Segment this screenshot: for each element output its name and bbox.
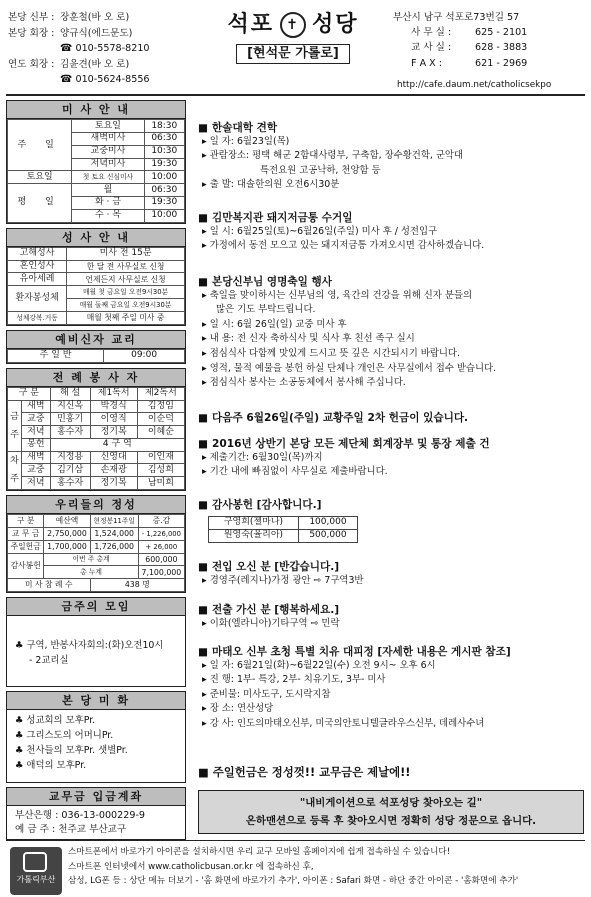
mass-time: 19:30 bbox=[144, 196, 184, 209]
table-cell: 정기복 bbox=[90, 477, 137, 490]
table-cell: 저녁 bbox=[22, 426, 51, 439]
notice-feastday bbox=[198, 276, 584, 391]
notice-accounting bbox=[198, 438, 584, 480]
mass-time: 10:00 bbox=[144, 209, 184, 222]
table-cell: 민홍기 bbox=[50, 413, 90, 426]
mass-time: 06:30 bbox=[144, 184, 184, 197]
table-cell: 새벽 bbox=[22, 451, 51, 464]
sacrament-title: 성 사 안 내 bbox=[7, 229, 185, 247]
sacrament-info: 미사 전 15분 bbox=[67, 247, 185, 260]
table-cell: 홍수자 bbox=[50, 477, 90, 490]
meeting-title: 금주의 모임 bbox=[7, 598, 185, 616]
logo-text: 가톨릭부산 bbox=[16, 875, 56, 884]
header-divider bbox=[6, 94, 585, 96]
table-cell: 총 누계 bbox=[44, 566, 138, 579]
mass-name: 첫 토요 신심미사 bbox=[72, 171, 144, 184]
pastor-label: 본당 신부 : bbox=[8, 12, 55, 23]
notice-line: ▸ 장 소: 연산성당 bbox=[198, 702, 584, 717]
mass-time: 19:30 bbox=[144, 158, 184, 171]
mass-time: 18:30 bbox=[144, 120, 184, 133]
table-cell: 1,726,000 bbox=[90, 540, 138, 553]
notice-title: ■ 다음주 6월26일(주일) 교황주일 2차 헌금이 있습니다. bbox=[198, 412, 584, 425]
pastor-name: 장훈철(바 오 로) bbox=[60, 12, 130, 23]
mass-name: 교중미사 bbox=[72, 145, 144, 158]
notice-line: ▸ 점심식사 다함께 맛있게 드시고 뜻 깊은 시간되시기 바랍니다. bbox=[198, 347, 584, 362]
notice-line: ▸ 이화(엘라니아)기타구역 ⇨ 민락 bbox=[198, 617, 584, 632]
mass-name: 월 bbox=[72, 184, 144, 197]
church-name-part2: 성당 bbox=[312, 12, 359, 37]
navigation-guide bbox=[198, 790, 584, 834]
this-week-label: 금 주 bbox=[8, 400, 22, 451]
footer-line[interactable]: 스마트폰 인터넷에서 www.catholicbusan.or.kr 에 접속하신 후, bbox=[68, 861, 314, 872]
patron-saint: [현석문 가롤로] bbox=[236, 44, 350, 64]
notice-line: ▸ 일 자: 6월23일(목) bbox=[198, 135, 584, 150]
cafe-url[interactable]: http://cafe.daum.net/catholicsekpo bbox=[397, 80, 552, 90]
fax-number: 621 - 2969 bbox=[475, 57, 528, 69]
column-header: 현정봉11주일 bbox=[90, 515, 138, 528]
catechumen-class bbox=[6, 330, 186, 364]
column-header: 구 분 bbox=[8, 387, 51, 400]
table-cell: 구영희(젤마나) bbox=[209, 516, 299, 529]
left-column bbox=[6, 100, 186, 844]
notice-title: ■ 김만복지관 돼지저금통 수거일 bbox=[198, 212, 584, 225]
sacrament-info: 언제든지 사무실로 신청 bbox=[67, 273, 185, 286]
table-cell: 이인재 bbox=[137, 451, 184, 464]
table-cell: 김성희 bbox=[137, 464, 184, 477]
table-cell: 2,750,000 bbox=[44, 528, 90, 541]
offering-table bbox=[7, 514, 185, 592]
notice-line: ▸ 강 사: 인도의마태오신부, 미국의안토니텔글라우스신부, 데레사수녀 bbox=[198, 717, 584, 732]
president-name: 양규식(에드문도) bbox=[60, 27, 133, 39]
sacrament-name: 혼인성사 bbox=[8, 260, 67, 273]
church-emblem-icon: ✝ bbox=[280, 12, 306, 38]
yeondo-label: 연도 회장 : bbox=[8, 58, 55, 70]
table-cell: + 26,000 bbox=[138, 540, 184, 553]
mass-time: 10:30 bbox=[144, 145, 184, 158]
meeting-item: ♣ 구역, 반봉사자회의:(화)오전10시 bbox=[15, 640, 164, 652]
sunday-label: 주 일 bbox=[8, 120, 72, 171]
notice-line: 특전요원 고공낙하, 천앙함 등 bbox=[260, 164, 381, 176]
notice-title: ■ 2016년 상반기 본당 모든 제단체 회계장부 및 통장 제출 건 bbox=[198, 438, 584, 451]
fax-label: F A X : bbox=[411, 57, 443, 69]
notice-line: ▸ 가정에서 동전 모으고 있는 돼지저금통 가져오시면 감사하겠습니다. bbox=[198, 239, 584, 254]
mass-table bbox=[7, 119, 185, 222]
table-cell: 남미희 bbox=[137, 477, 184, 490]
sacrament-info: 매월 둘째 금요일 오전9시30분 bbox=[67, 298, 185, 311]
sacrament-table bbox=[7, 247, 185, 325]
table-cell: 저녁 bbox=[22, 477, 51, 490]
table-cell: 지신옥 bbox=[50, 400, 90, 413]
table-cell: 이번 주 총계 bbox=[44, 553, 138, 566]
legion-item: ♣ 성교회의 모후Pr. bbox=[15, 715, 96, 727]
column-header: 제1독서 bbox=[90, 387, 137, 400]
table-cell: 4 구 역 bbox=[50, 438, 184, 451]
sacrament-name: 환자봉성체 bbox=[8, 286, 67, 312]
table-cell: 홍수자 bbox=[50, 426, 90, 439]
mass-name: 토요일 bbox=[72, 120, 144, 133]
pastor-info bbox=[8, 10, 198, 88]
notice-title: ■ 전출 가신 분 [행복하세요.] bbox=[198, 604, 584, 617]
servers-table bbox=[7, 387, 185, 490]
catechumen-time: 09:00 bbox=[104, 349, 185, 362]
table-cell: 교중 bbox=[22, 413, 51, 426]
navi-text: 온하맨션으로 등록 후 찾아오시면 정확히 성당 정문으로 옵니다. bbox=[245, 815, 537, 827]
attendance-label: 미 사 참 례 수 bbox=[8, 579, 91, 592]
office-label: 사 무 실 : bbox=[411, 27, 452, 39]
notice-line: ▸ 점심식사 봉사는 소공동체에서 봉사해 주십니다. bbox=[198, 376, 584, 391]
president-label: 본당 회장 : bbox=[8, 27, 55, 39]
table-cell: 500,000 bbox=[298, 529, 357, 542]
notice-move-out bbox=[198, 604, 584, 631]
table-cell: 새벽 bbox=[22, 400, 51, 413]
table-cell: 600,000 bbox=[138, 553, 184, 566]
account-number: 부산은행 : 036-13-000229-9 bbox=[15, 810, 146, 822]
table-cell: 손재광 bbox=[90, 464, 137, 477]
legion-item: ♣ 천사들의 모후Pr. 샛별Pr. bbox=[15, 745, 128, 757]
liturgy-servers bbox=[6, 368, 186, 492]
table-cell: 7,100,000 bbox=[138, 566, 184, 579]
notice-line: ▸ 경영주(레지나)가정 광안 ⇨ 7구역3반 bbox=[198, 574, 584, 589]
catechumen-day: 주 일 반 bbox=[8, 349, 104, 362]
notice-line: ▸ 일 시: 6월25일(토)~6월26일(주일) 미사 후 / 성전입구 bbox=[198, 225, 584, 240]
president-phone: ☎ 010-5578-8210 bbox=[8, 41, 198, 57]
footer-line: 삼성, LG폰 등 : 상단 메뉴 더보기 - '홈 화면에 바로가기 추가', 아이폰 : Safari 화면 - 하단 중간 아이콘 - '홈화면에 추가' bbox=[68, 876, 519, 886]
table-cell: 교중 bbox=[22, 464, 51, 477]
table-cell: 1,524,000 bbox=[90, 528, 138, 541]
table-cell: 교 무 금 bbox=[8, 528, 44, 541]
column-header: 예산액 bbox=[44, 515, 90, 528]
notice-line: ▸ 제출기간: 6월30일(목)까지 bbox=[198, 451, 584, 466]
notice-title: ■ 한솔대학 견학 bbox=[198, 122, 584, 135]
table-cell: 주일헌금 bbox=[8, 540, 44, 553]
mass-schedule bbox=[6, 100, 186, 224]
account-holder: 예 금 주 : 천주교 부산교구 bbox=[15, 823, 127, 835]
notice-line: ▸ 일 자: 6월21일(화)~6월22일(수) 오전 9시~ 오후 6시 bbox=[198, 659, 584, 674]
office-phone: 625 - 2101 bbox=[475, 27, 528, 39]
notice-retreat bbox=[198, 646, 584, 732]
table-cell: 이영직 bbox=[90, 413, 137, 426]
mass-name: 수 · 목 bbox=[72, 209, 144, 222]
mass-name: 저녁미사 bbox=[72, 158, 144, 171]
mass-time: 06:30 bbox=[144, 132, 184, 145]
table-cell: 김정임 bbox=[137, 400, 184, 413]
notice-line: ▸ 출 발: 대솔한의원 오전6시30분 bbox=[198, 178, 584, 193]
notice-line: ▸ 내 용: 전 신자 축하식사 및 식사 후 친선 족구 실시 bbox=[198, 332, 584, 347]
column-header: 구 분 bbox=[8, 515, 44, 528]
column-header: 증.감 bbox=[138, 515, 184, 528]
notice-line: 많은 기도 부탁드립니다. bbox=[216, 304, 316, 316]
notice-second-collection bbox=[198, 412, 584, 425]
meeting-item: - 2교리실 bbox=[29, 655, 69, 667]
navi-title: "내비게이션으로 석포성당 찾아오는 길" bbox=[299, 797, 483, 809]
notice-line: ▸ 준비물: 미사도구, 도시락지참 bbox=[198, 688, 584, 703]
table-cell: 정기복 bbox=[90, 426, 137, 439]
notice-offering-reminder bbox=[198, 766, 584, 780]
mass-name: 화 · 금 bbox=[72, 196, 144, 209]
notice-title: ■ 주일헌금은 정성껏!! 교무금은 제날에!! bbox=[198, 766, 584, 780]
contact-info bbox=[393, 10, 587, 71]
sacrament-info: 매월 첫째 주일 미사 중 bbox=[67, 311, 185, 324]
mass-time: 10:00 bbox=[144, 171, 184, 184]
table-cell: 1,700,000 bbox=[44, 540, 90, 553]
teacher-phone: 628 - 3883 bbox=[475, 42, 528, 54]
notice-line: ▸ 진 행: 1부- 특강, 2부- 치유기도, 3부- 미사 bbox=[198, 673, 584, 688]
notice-title: ■ 본당신부님 영명축일 행사 bbox=[198, 276, 584, 289]
table-cell: 원영숙(율리아) bbox=[209, 529, 299, 542]
table-cell: 신영대 bbox=[90, 451, 137, 464]
table-cell: 지정용 bbox=[50, 451, 90, 464]
offering-title: 우리들의 정성 bbox=[7, 496, 185, 514]
notice-move-in bbox=[198, 561, 584, 588]
catholic-busan-logo bbox=[10, 847, 62, 895]
table-cell: 김기삼 bbox=[50, 464, 90, 477]
smartphone-icon bbox=[23, 852, 47, 872]
sacrament-guide bbox=[6, 228, 186, 326]
sacrament-name: 고해성사 bbox=[8, 247, 67, 260]
servers-title: 전 례 봉 사 자 bbox=[7, 369, 185, 387]
thanks-table bbox=[208, 516, 358, 543]
notice-title: ■ 감사봉헌 [감사합니다.] bbox=[198, 499, 584, 512]
weekday-label: 평 일 bbox=[8, 184, 72, 222]
notice-hansol bbox=[198, 122, 584, 193]
mass-name: 새벽미사 bbox=[72, 132, 144, 145]
legion-groups bbox=[6, 691, 186, 783]
offering-summary bbox=[6, 495, 186, 593]
memorial-title: 본 당 미 화 bbox=[7, 692, 185, 710]
table-cell: 100,000 bbox=[298, 516, 357, 529]
notice-line: ▸ 관람장소: 평택 해군 2함대사령부, 구축함, 장수황건학, 군악대 bbox=[198, 149, 584, 164]
yeondo-name: 김윤견(바 오 로) bbox=[60, 58, 130, 70]
church-address: 부산시 남구 석포로73번길 57 bbox=[393, 12, 520, 23]
sacrament-info: 한 달 전 사무실로 신청 bbox=[67, 260, 185, 273]
teacher-label: 교 사 실 : bbox=[411, 42, 452, 54]
sacrament-info: 매월 첫 금요일 오전9시30분 bbox=[67, 286, 185, 299]
notice-thanks bbox=[198, 499, 584, 543]
church-logo bbox=[208, 12, 378, 64]
notice-line: ▸ 축일을 맞이하시는 신부님의 영, 육간의 건강을 위해 신자 분들의 bbox=[198, 289, 584, 304]
catechumen-title: 예비신자 교리 bbox=[7, 331, 185, 349]
sacrament-name: 유아세례 bbox=[8, 273, 67, 286]
account-title: 교무금 입금계좌 bbox=[7, 788, 185, 806]
table-cell: 봉헌 bbox=[22, 438, 51, 451]
saturday-label: 토요일 bbox=[8, 171, 72, 184]
notice-line: ▸ 영적, 물적 예물을 봉헌 하실 단체나 개인은 사무실에서 접수 받습니다. bbox=[198, 362, 584, 377]
notice-title: ■ 마태오 신부 초청 특별 치유 대피정 [자세한 내용은 게시판 참조] bbox=[198, 646, 584, 659]
yeondo-phone: ☎ 010-5624-8556 bbox=[8, 72, 198, 88]
notice-line: ▸ 일 시: 6월 26일(일) 교중 미사 후 bbox=[198, 318, 584, 333]
column-header: 해 설 bbox=[50, 387, 90, 400]
legion-item: ♣ 그리스도의 어머니Pr. bbox=[15, 730, 114, 742]
notice-piggybank bbox=[198, 212, 584, 254]
building-label: 감사봉헌 bbox=[8, 553, 44, 579]
sacrament-name: 성체강복.거동 bbox=[8, 311, 67, 324]
footer bbox=[6, 840, 585, 889]
column-header: 제2독서 bbox=[137, 387, 184, 400]
attendance-value: 438 명 bbox=[90, 579, 184, 592]
notice-line: ▸ 기간 내에 빠짐없이 사무실로 제출바랍니다. bbox=[198, 465, 584, 480]
weekly-meetings bbox=[6, 597, 186, 687]
notice-title: ■ 전입 오신 분 [반갑습니다.] bbox=[198, 561, 584, 574]
table-cell: 이순덕 bbox=[137, 413, 184, 426]
table-cell: 이혜순 bbox=[137, 426, 184, 439]
next-week-label: 차 주 bbox=[8, 451, 22, 489]
table-cell: - 1,226,000 bbox=[138, 528, 184, 541]
church-name-part1: 석포 bbox=[227, 12, 274, 37]
footer-line: 스마트폰에서 바로가기 아이콘을 설치하시면 우리 교구 모바일 홈페이지에 쉽게 접속하실 수 있습니다! bbox=[68, 847, 451, 857]
table-cell: 박경식 bbox=[90, 400, 137, 413]
bank-account bbox=[6, 787, 186, 840]
legion-item: ♣ 애덕의 모후Pr. bbox=[15, 760, 87, 772]
mass-title: 미 사 안 내 bbox=[7, 101, 185, 119]
